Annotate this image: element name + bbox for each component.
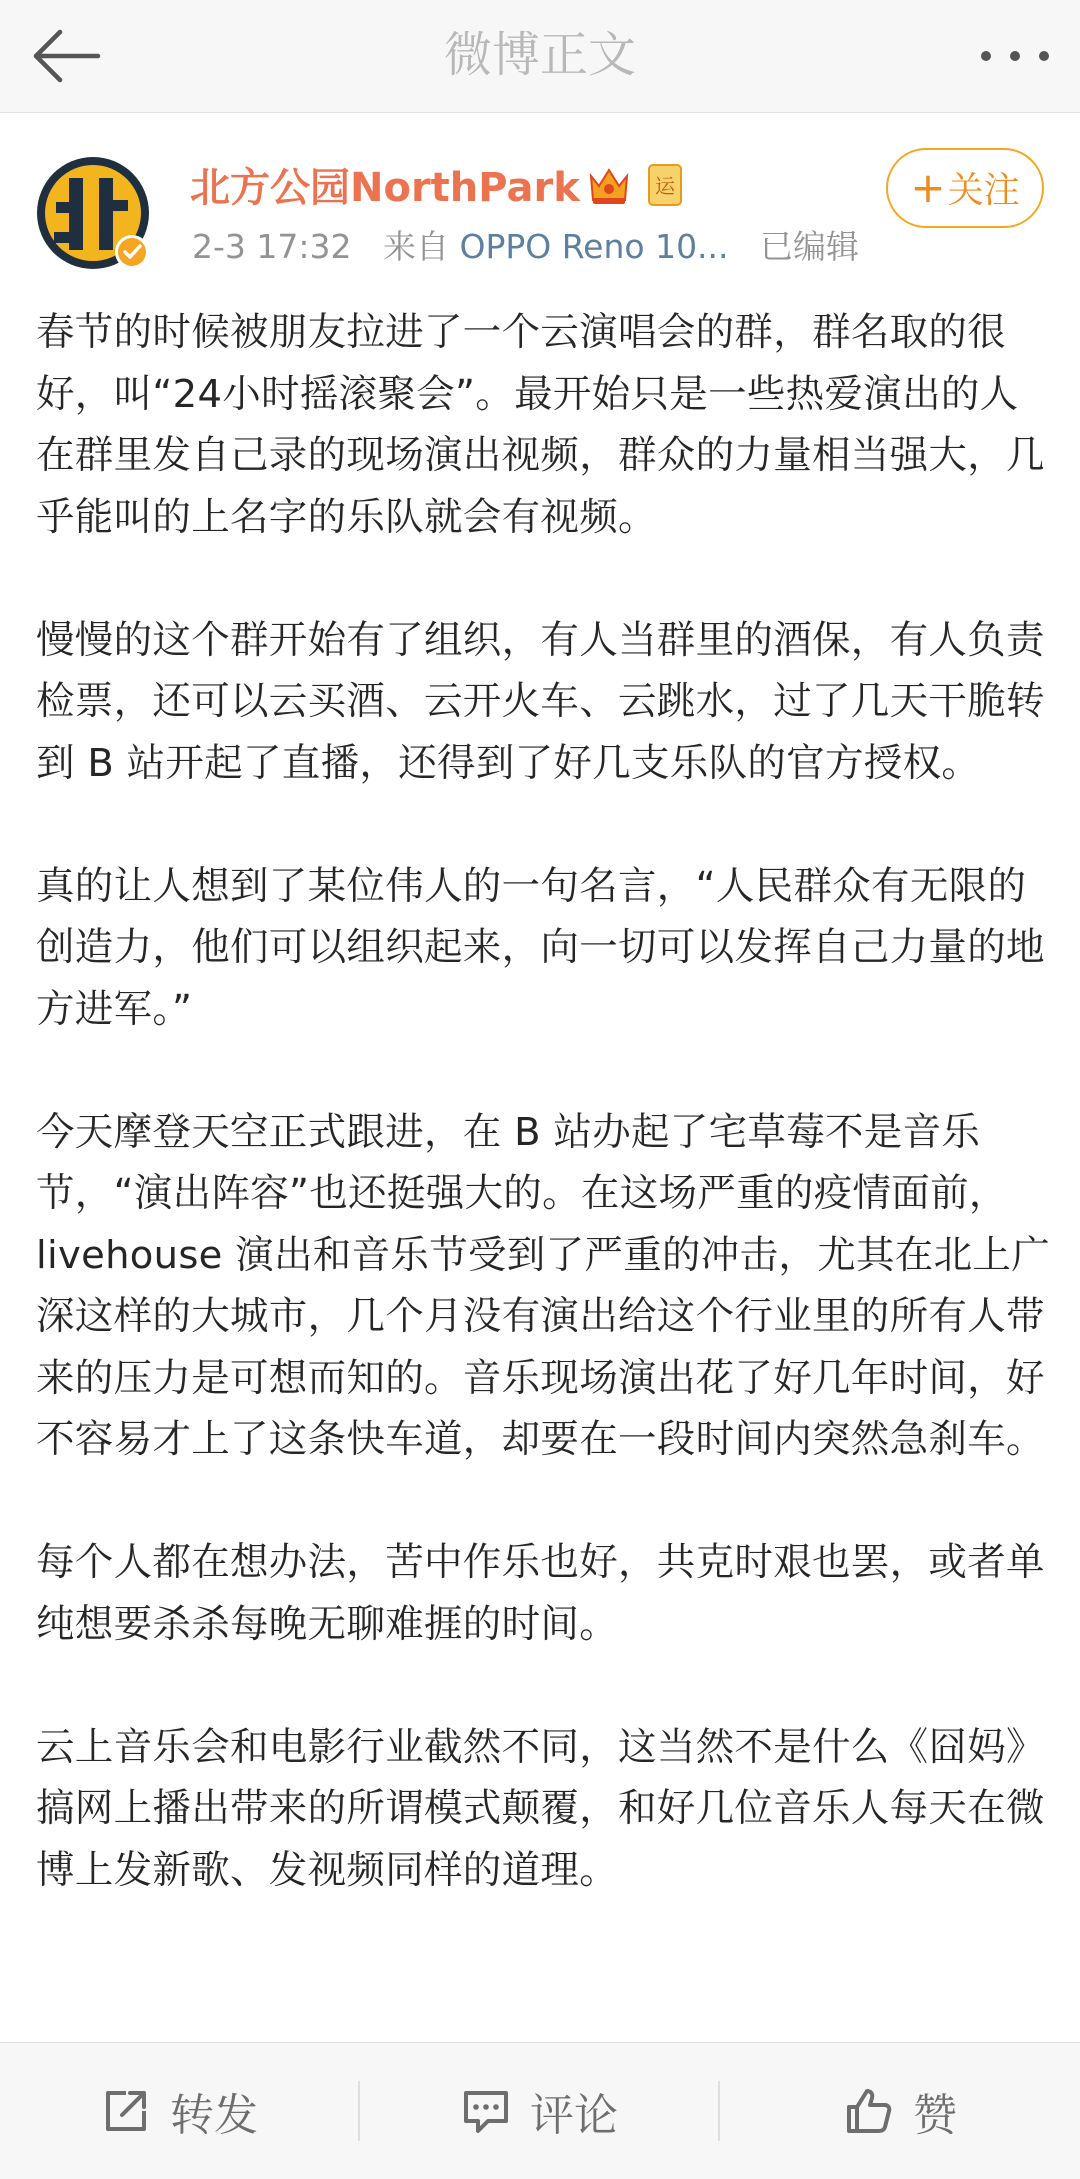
more-dots-icon xyxy=(970,26,1060,86)
yun-badge-icon[interactable] xyxy=(648,164,682,206)
more-button[interactable] xyxy=(970,26,1060,86)
post-paragraph: 慢慢的这个群开始有了组织，有人当群里的酒保，有人负责检票，还可以云买酒、云开火车、云跳水，过了几天干脆转到 B 站开起了直播，还得到了好几支乐队的官方授权。 xyxy=(36,617,1045,786)
like-button[interactable] xyxy=(720,2043,1080,2179)
action-bar xyxy=(0,2042,1080,2179)
comment-label: 评论 xyxy=(530,2090,618,2141)
post-paragraph: 今天摩登天空正式跟进，在 B 站办起了宅草莓不是音乐节，“演出阵容”也还挺强大的。在这场严重的疫情面前，livehouse 演出和音乐节受到了严重的冲击，尤其在北上广深这样的大城市，几个月没有演出给这个行业里的所有人带来的压力是可想而知的。音乐现场演出花了好几年时间，好不容易才上了这条快车道，却要在一段时间内突然急刹车。 xyxy=(36,1109,1051,1462)
post-time: 2-3 17:32 xyxy=(192,227,352,266)
repost-button[interactable] xyxy=(0,2043,358,2179)
crown-vip-icon[interactable] xyxy=(585,162,633,208)
repost-icon xyxy=(100,2085,152,2137)
page-title: 微博正文 xyxy=(443,27,636,83)
post-paragraph: 云上音乐会和电影行业截然不同，这当然不是什么《囧妈》搞网上播出带来的所谓模式颠覆，和好几位音乐人每天在微博上发新歌、发视频同样的道理。 xyxy=(36,1724,1045,1893)
follow-button[interactable]: +关注 xyxy=(886,148,1044,228)
like-label: 赞 xyxy=(913,2090,957,2141)
avatar[interactable] xyxy=(36,156,150,270)
thumbs-up-icon xyxy=(843,2085,895,2137)
svg-text:运: 运 xyxy=(655,174,675,198)
comment-button[interactable] xyxy=(360,2043,718,2179)
post-paragraph: 春节的时候被朋友拉进了一个云演唱会的群，群名取的很好，叫“24小时摇滚聚会”。最开始只是一些热爱演出的人在群里发自己录的现场演出视频，群众的力量相当强大，几乎能叫的上名字的乐队就会有视频。 xyxy=(36,310,1045,540)
comment-icon xyxy=(460,2085,512,2137)
top-nav-bar xyxy=(0,0,1080,113)
post-body xyxy=(36,302,1056,2042)
post-paragraph: 真的让人想到了某位伟人的一句名言，“人民群众有无限的创造力，他们可以组织起来，向一切可以发挥自己力量的地方进军。” xyxy=(36,863,1045,1032)
source-prefix: 来自 xyxy=(382,227,449,266)
source-device-link[interactable]: OPPO Reno 10... xyxy=(459,227,729,266)
repost-label: 转发 xyxy=(170,2090,258,2141)
author-name[interactable]: 北方公园NorthPark xyxy=(190,165,580,211)
post-meta xyxy=(192,224,859,270)
plus-icon: + xyxy=(910,163,946,212)
post-paragraph: 每个人都在想办法，苦中作乐也好，共克时艰也罢，或者单纯想要杀杀每晚无聊难捱的时间。 xyxy=(36,1540,1045,1647)
edited-label: 已编辑 xyxy=(760,227,860,266)
verified-check-icon xyxy=(115,235,149,269)
